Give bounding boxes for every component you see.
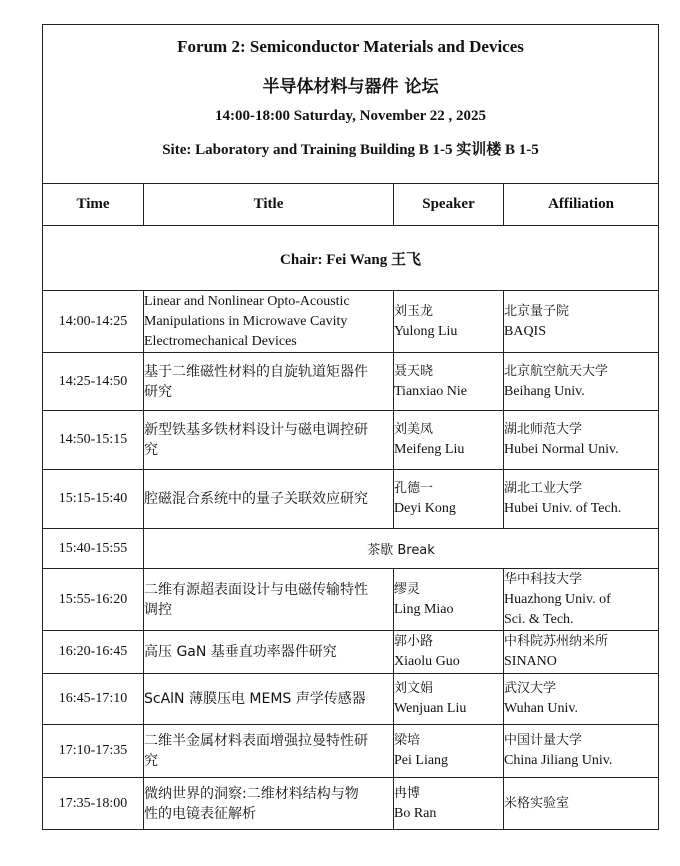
- talk-title-line: Linear and Nonlinear Opto-Acoustic: [144, 293, 350, 309]
- affiliation-line: Wuhan Univ.: [504, 701, 578, 716]
- chair-row: [43, 226, 659, 291]
- affiliation: [504, 353, 659, 411]
- speaker-name-en: Ling Miao: [394, 601, 454, 617]
- affiliation: [504, 411, 659, 470]
- break-row: [43, 529, 659, 569]
- table-row: [43, 778, 659, 830]
- speaker-name-cn: 郭小路: [394, 634, 434, 649]
- speaker-name-cn: 冉博: [394, 785, 421, 801]
- talk-title-line: 微纳世界的洞察:二维材料结构与物: [144, 785, 359, 802]
- speaker-name-cn: 刘文娟: [394, 681, 434, 696]
- break-time: 15:40-15:55: [43, 529, 144, 569]
- affiliation-line: 米格实验室: [504, 795, 570, 811]
- speaker: [394, 725, 504, 778]
- table-row: [43, 411, 659, 470]
- talk-title-line: 高压 GaN 基垂直功率器件研究: [144, 644, 337, 660]
- speaker: [394, 353, 504, 411]
- forum-datetime: 14:00-18:00 Saturday, November 22 , 2025: [215, 108, 486, 124]
- affiliation: [504, 569, 659, 631]
- speaker: [394, 291, 504, 353]
- speaker: [394, 674, 504, 725]
- speaker-name-en: Pei Liang: [394, 753, 449, 768]
- table-row: [43, 353, 659, 411]
- speaker-name-en: Deyi Kong: [394, 501, 456, 516]
- affiliation: [504, 674, 659, 725]
- affiliation-line: Sci. & Tech.: [504, 611, 574, 627]
- talk-title-line: ScAlN 薄膜压电 MEMS 声学传感器: [144, 691, 366, 707]
- speaker-name-en: Bo Ran: [394, 805, 437, 821]
- break-label: [144, 529, 659, 569]
- speaker-name-en: Wenjuan Liu: [394, 701, 467, 716]
- talk-time: 17:10-17:35: [43, 725, 144, 778]
- forum-header: [43, 25, 659, 184]
- table-row: [43, 725, 659, 778]
- speaker-name-cn: 聂天晓: [394, 363, 434, 379]
- affiliation-line: Hubei Univ. of Tech.: [504, 501, 622, 516]
- header-row: [43, 25, 659, 184]
- affiliation-line: 中科院苏州纳米所: [504, 634, 609, 649]
- talk-title-line: 性的电镜表征解析: [144, 805, 256, 822]
- talk-title: [144, 674, 394, 725]
- affiliation-line: 湖北工业大学: [504, 481, 583, 496]
- affiliation-line: 北京航空航天大学: [504, 363, 609, 379]
- affiliation-line: BAQIS: [504, 323, 547, 339]
- affiliation: [504, 470, 659, 529]
- talk-title: [144, 470, 394, 529]
- affiliation-line: Huazhong Univ. of: [504, 591, 611, 607]
- talk-title: [144, 291, 394, 353]
- col-header-speaker: Speaker: [394, 184, 504, 226]
- affiliation-line: SINANO: [504, 654, 557, 669]
- speaker: [394, 411, 504, 470]
- talk-title-line: 调控: [144, 601, 172, 618]
- talk-title-line: 基于二维磁性材料的自旋轨道矩器件: [144, 363, 368, 380]
- talk-title-line: 究: [144, 442, 158, 458]
- table-row: [43, 291, 659, 353]
- affiliation-line: 湖北师范大学: [504, 422, 583, 437]
- talk-title-line: Manipulations in Microwave Cavity: [144, 313, 348, 329]
- col-header-affiliation: Affiliation: [504, 184, 659, 226]
- talk-title-line: 二维半金属材料表面增强拉曼特性研: [144, 733, 368, 749]
- talk-time: 16:20-16:45: [43, 631, 144, 674]
- talk-time: 14:50-15:15: [43, 411, 144, 470]
- talk-title: [144, 778, 394, 830]
- col-header-title: Title: [144, 184, 394, 226]
- forum-title-cn: 半导体材料与器件 论坛: [262, 77, 439, 97]
- talk-title: [144, 569, 394, 631]
- talk-title-line: 新型铁基多铁材料设计与磁电调控研: [144, 422, 368, 438]
- affiliation-line: 华中科技大学: [504, 571, 583, 587]
- talk-title-line: 研究: [144, 383, 172, 400]
- schedule-table: [42, 24, 659, 830]
- talk-title-line: 究: [144, 753, 158, 769]
- talk-title: [144, 411, 394, 470]
- speaker: [394, 631, 504, 674]
- table-row: [43, 631, 659, 674]
- talk-title: [144, 725, 394, 778]
- speaker-name-cn: 刘美凤: [394, 422, 434, 437]
- speaker-name-cn: 孔德一: [394, 481, 434, 496]
- affiliation: [504, 778, 659, 830]
- column-header-row: [43, 184, 659, 226]
- table-row: [43, 674, 659, 725]
- talk-time: 14:00-14:25: [43, 291, 144, 353]
- affiliation-line: Hubei Normal Univ.: [504, 442, 619, 457]
- affiliation-line: 北京量子院: [504, 303, 570, 319]
- affiliation: [504, 631, 659, 674]
- speaker: [394, 470, 504, 529]
- talk-title-line: 二维有源超表面设计与电磁传输特性: [144, 581, 368, 598]
- speaker-name-cn: 刘玉龙: [394, 303, 434, 319]
- affiliation-line: China Jiliang Univ.: [504, 753, 613, 768]
- forum-site: Site: Laboratory and Training Building B 1-5 实训楼 B 1-5: [162, 142, 539, 158]
- forum-title-en: Forum 2: Semiconductor Materials and Devices: [177, 37, 524, 56]
- table-row: [43, 470, 659, 529]
- talk-title-line: 腔磁混合系统中的量子关联效应研究: [144, 491, 368, 507]
- speaker: [394, 569, 504, 631]
- talk-title: [144, 631, 394, 674]
- affiliation: [504, 291, 659, 353]
- speaker-name-en: Yulong Liu: [394, 323, 458, 339]
- table-row: [43, 569, 659, 631]
- speaker-name-cn: 梁培: [394, 733, 421, 748]
- talk-time: 15:15-15:40: [43, 470, 144, 529]
- speaker-name-en: Xiaolu Guo: [394, 654, 460, 669]
- speaker-name-en: Tianxiao Nie: [394, 383, 467, 399]
- affiliation: [504, 725, 659, 778]
- talk-time: 16:45-17:10: [43, 674, 144, 725]
- talk-title-line: Electromechanical Devices: [144, 333, 297, 349]
- talk-title: [144, 353, 394, 411]
- affiliation-line: 中国计量大学: [504, 733, 583, 748]
- speaker-name-en: Meifeng Liu: [394, 442, 465, 457]
- affiliation-line: 武汉大学: [504, 681, 557, 696]
- talk-time: 17:35-18:00: [43, 778, 144, 830]
- break-label-text: 茶歇 Break: [367, 542, 435, 558]
- chair-label: Chair: Fei Wang 王飞: [43, 226, 659, 291]
- speaker-name-cn: 缪灵: [394, 581, 421, 597]
- col-header-time: Time: [43, 184, 144, 226]
- speaker: [394, 778, 504, 830]
- talk-time: 15:55-16:20: [43, 569, 144, 631]
- talk-time: 14:25-14:50: [43, 353, 144, 411]
- affiliation-line: Beihang Univ.: [504, 383, 585, 399]
